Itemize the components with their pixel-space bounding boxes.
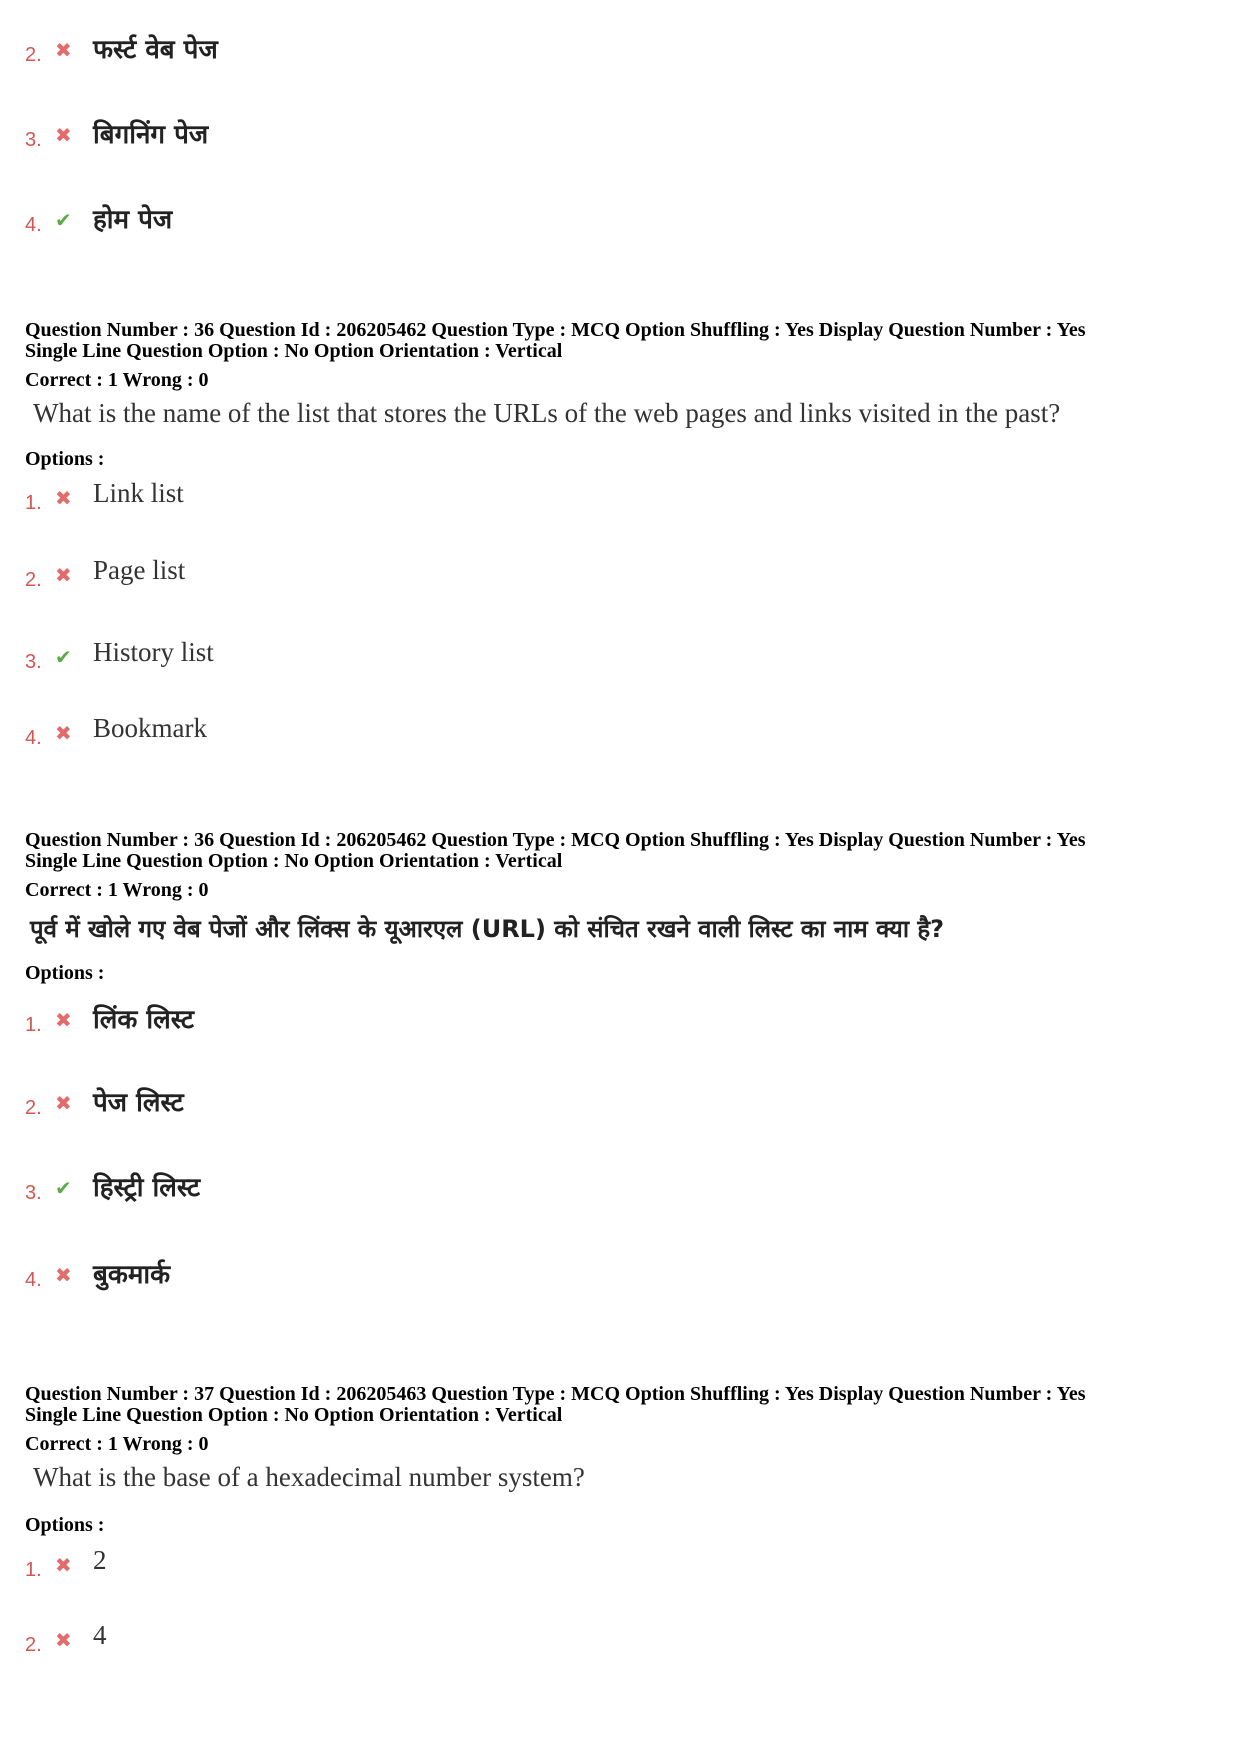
cross-icon: ✖ bbox=[55, 38, 72, 62]
question-text: What is the base of a hexadecimal number system? bbox=[33, 1462, 585, 1492]
cross-icon: ✖ bbox=[55, 1553, 72, 1577]
question-text: What is the name of the list that stores the URLs of the web pages and links visited in the past? bbox=[33, 398, 1061, 428]
option-text: 4 bbox=[93, 1620, 107, 1650]
question-meta bbox=[25, 830, 1225, 872]
check-icon: ✔ bbox=[55, 645, 72, 669]
options-label: Options : bbox=[25, 962, 105, 984]
question-meta-line2: Single Line Question Option : No Option Orientation : Vertical bbox=[25, 340, 563, 362]
option-text: 2 bbox=[93, 1545, 107, 1575]
cross-icon: ✖ bbox=[55, 123, 72, 147]
option-number: 3. bbox=[25, 129, 42, 151]
check-icon: ✔ bbox=[55, 208, 72, 232]
option-text: हिस्ट्री लिस्ट bbox=[93, 1173, 201, 1203]
option-text: Bookmark bbox=[93, 713, 207, 743]
option-number: 1. bbox=[25, 1559, 42, 1581]
question-meta-line1: Question Number : 36 Question Id : 206205462 Question Type : MCQ Option Shuffling : Yes Display Question Number : Yes bbox=[25, 829, 1086, 851]
cross-icon: ✖ bbox=[55, 486, 72, 510]
cross-icon: ✖ bbox=[55, 1008, 72, 1032]
option-text: लिंक लिस्ट bbox=[93, 1005, 194, 1035]
option-text: History list bbox=[93, 637, 214, 667]
option-text: फर्स्ट वेब पेज bbox=[93, 35, 218, 65]
question-text: पूर्व में खोले गए वेब पेजों और लिंक्स के यूआरएल (URL) को संचित रखने वाली लिस्ट का नाम क्या है? bbox=[30, 915, 945, 943]
option-number: 2. bbox=[25, 44, 42, 66]
question-meta-line1: Question Number : 36 Question Id : 206205462 Question Type : MCQ Option Shuffling : Yes Display Question Number : Yes bbox=[25, 319, 1086, 341]
question-meta bbox=[25, 320, 1225, 362]
option-number: 4. bbox=[25, 214, 42, 236]
option-text: Link list bbox=[93, 478, 184, 508]
cross-icon: ✖ bbox=[55, 1263, 72, 1287]
option-number: 1. bbox=[25, 492, 42, 514]
options-label: Options : bbox=[25, 448, 105, 470]
options-label: Options : bbox=[25, 1514, 105, 1536]
option-text: बिगनिंग पेज bbox=[93, 120, 209, 150]
marks-info: Correct : 1 Wrong : 0 bbox=[25, 879, 209, 901]
cross-icon: ✖ bbox=[55, 1091, 72, 1115]
question-meta-line1: Question Number : 37 Question Id : 206205463 Question Type : MCQ Option Shuffling : Yes Display Question Number : Yes bbox=[25, 1383, 1086, 1405]
question-meta-line2: Single Line Question Option : No Option Orientation : Vertical bbox=[25, 850, 563, 872]
cross-icon: ✖ bbox=[55, 1628, 72, 1652]
marks-info: Correct : 1 Wrong : 0 bbox=[25, 369, 209, 391]
option-text: पेज लिस्ट bbox=[93, 1088, 184, 1118]
option-number: 2. bbox=[25, 569, 42, 591]
check-icon: ✔ bbox=[55, 1176, 72, 1200]
question-meta bbox=[25, 1384, 1225, 1426]
option-text: बुकमार्क bbox=[93, 1260, 171, 1290]
option-number: 4. bbox=[25, 1269, 42, 1291]
option-number: 1. bbox=[25, 1014, 42, 1036]
option-text: Page list bbox=[93, 555, 186, 585]
cross-icon: ✖ bbox=[55, 563, 72, 587]
option-number: 4. bbox=[25, 727, 42, 749]
cross-icon: ✖ bbox=[55, 721, 72, 745]
option-number: 2. bbox=[25, 1097, 42, 1119]
option-number: 3. bbox=[25, 1182, 42, 1204]
option-number: 2. bbox=[25, 1634, 42, 1656]
option-number: 3. bbox=[25, 651, 42, 673]
marks-info: Correct : 1 Wrong : 0 bbox=[25, 1433, 209, 1455]
question-meta-line2: Single Line Question Option : No Option Orientation : Vertical bbox=[25, 1404, 563, 1426]
option-text: होम पेज bbox=[93, 205, 173, 235]
